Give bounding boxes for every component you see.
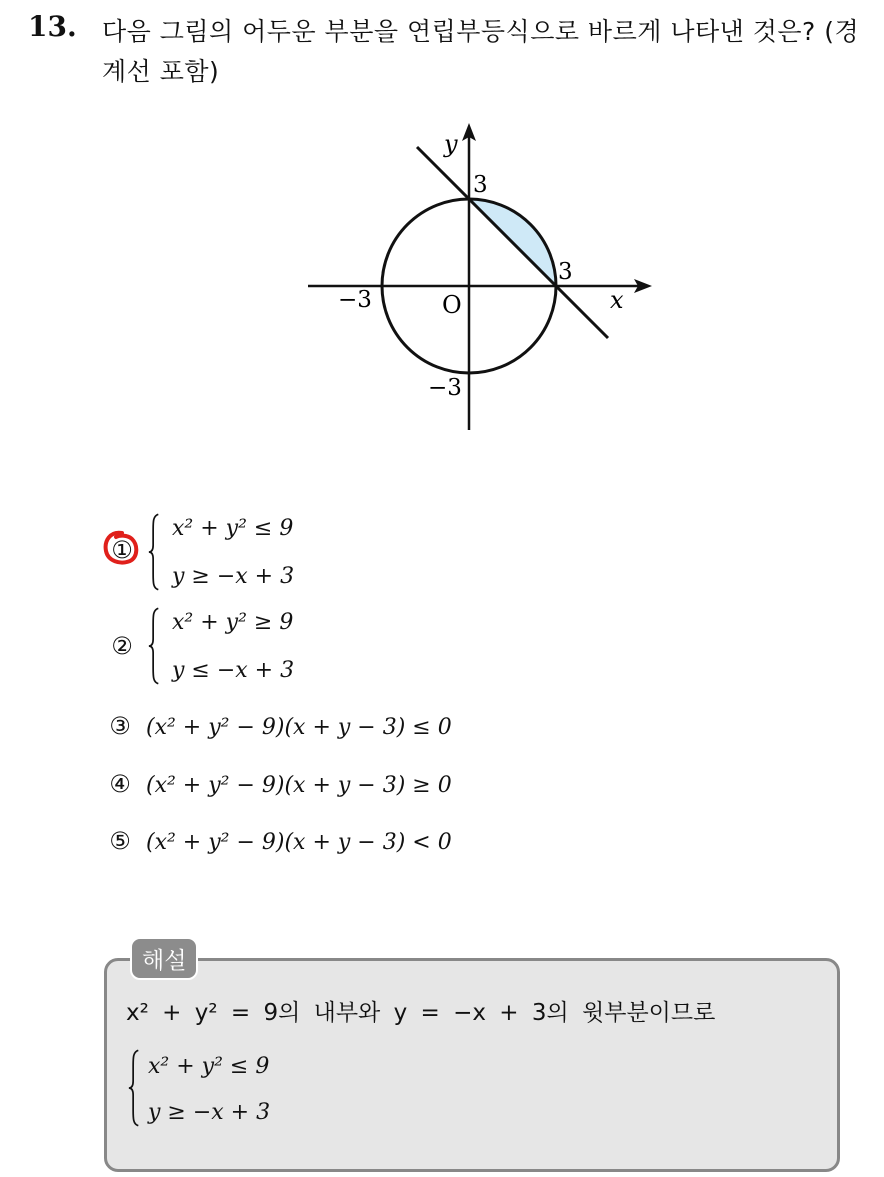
option-4[interactable]: [108, 770, 452, 798]
option-2-brace: [148, 600, 160, 692]
option-1-brace: [148, 506, 160, 598]
x-axis-label: x: [610, 286, 624, 314]
option-3[interactable]: [108, 712, 452, 740]
label-x-neg-3: −3: [338, 287, 372, 313]
option-5-number: ⑤: [109, 827, 131, 855]
option-1-number: ①: [111, 536, 133, 564]
label-y-neg-3: −3: [428, 375, 462, 401]
origin-label: O: [442, 291, 462, 319]
question-number: 13.: [28, 10, 77, 43]
option-2-number: ②: [111, 632, 133, 660]
coordinate-graph: [300, 118, 660, 438]
option-1-line2: y ≥ −x + 3: [172, 564, 295, 589]
solution-sys-line1: x² + y² ≤ 9: [148, 1054, 270, 1079]
solution-tag: 해설: [130, 937, 198, 980]
question-text: 다음 그림의 어두운 부분을 연립부등식으로 바르게 나타낸 것은? (경계선 포함): [102, 17, 860, 86]
option-3-number: ③: [109, 712, 131, 740]
option-3-expr: (x² + y² − 9)(x + y − 3) ≤ 0: [146, 715, 452, 740]
option-4-number: ④: [109, 770, 131, 798]
solution-brace: [128, 1042, 140, 1134]
option-2-line2: y ≤ −x + 3: [172, 658, 295, 683]
solution-sys-line2: y ≥ −x + 3: [148, 1100, 271, 1125]
solution-line: x² + y² = 9의 내부와 y = −x + 3의 윗부분이므로: [126, 1000, 716, 1026]
option-2-line1: x² + y² ≥ 9: [172, 610, 294, 635]
option-4-expr: (x² + y² − 9)(x + y − 3) ≥ 0: [146, 773, 452, 798]
label-y-3: 3: [473, 172, 488, 198]
y-axis-label: y: [444, 130, 458, 158]
option-1-line1: x² + y² ≤ 9: [172, 516, 294, 541]
option-5[interactable]: [108, 827, 452, 855]
label-x-3: 3: [558, 259, 573, 285]
option-5-expr: (x² + y² − 9)(x + y − 3) < 0: [146, 830, 452, 855]
